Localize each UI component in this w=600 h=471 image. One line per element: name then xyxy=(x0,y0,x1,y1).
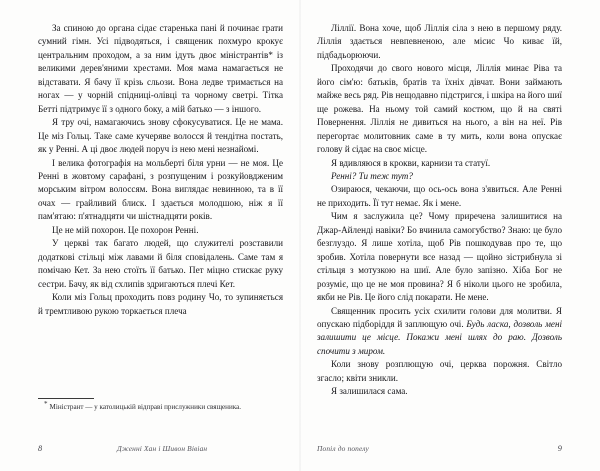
paragraph xyxy=(317,62,562,156)
paragraph-text: Проходячи до свого нового місця, Ліллія минає Ріва та його сім'ю: батьків, братів та їхніх дівчат. Вони займають майже весь ряд. Рів нещодавно підстригся, і шкіра на його шиї ще рожева. На ньому той самий костюм, що й на святі Повернення. Ліллія не дивиться на нього, а він на неї. Рів перегортає молитовник саме в ту мить, коли вона опускає голову й сідає на своє місце. xyxy=(317,63,562,155)
running-head-authors: Дженні Хан і Шивон Вівіан xyxy=(116,444,208,453)
paragraph-text: Чим я заслужила це? Чому приречена залишитися на Джар-Айленді навіки? Бо вчинила самогубство? Знаю: це було безглуздо. Я лише хотіла, щоб Рів пошкодував про те, що зробив. Хотіла повернути все назад — щойно зістрибнула зі стільця з мотузкою на шиї. Але було запізно. Хіба Бог не розуміє, що це не моя провина? Я б ніколи цього не зробила, якби не Рів. Це його слід покарати. Не мене. xyxy=(317,211,562,303)
running-head-title: Попіл до попелу xyxy=(317,444,369,453)
page-number: 8 xyxy=(38,444,43,453)
paragraph-text: Коли знову розплющую очі, церква порожня. Світло згасло; квіти зникли. xyxy=(317,359,562,383)
right-page-footer xyxy=(317,444,562,453)
paragraph xyxy=(317,358,562,385)
paragraph-text: Священник просить усіх схилити голови для молитви. Я опускаю підборіддя й заплющую очі. xyxy=(317,305,562,329)
paragraph-mixed xyxy=(317,305,562,359)
right-page-body xyxy=(317,22,562,399)
paragraph-text: Я вдивляюся в крокви, карнизи та статуї. xyxy=(331,157,491,168)
paragraph-italic-thought xyxy=(317,170,562,183)
paragraph-text: Я тру очі, намагаючись знову сфокусуватися. Це не мама. Це міз Гольц. Таке саме кучеряве волосся й тендітна постать, як у Ренні. А ці двоє людей поруч із нею мені незнайомі. xyxy=(38,117,283,155)
paragraph-text: Ренні? Ти теж тут? xyxy=(331,170,413,181)
left-page-body xyxy=(38,22,283,318)
paragraph xyxy=(38,237,283,291)
right-page xyxy=(300,0,600,471)
paragraph-text: Це не мій похорон. Це похорон Ренні. xyxy=(52,224,199,235)
paragraph xyxy=(317,157,562,170)
paragraph xyxy=(317,385,562,398)
page-number: 9 xyxy=(557,444,562,453)
paragraph-text-italic-prayer: Будь ласка, дозволь мені залишити це місце. Покажи мені шлях до раю. Дозволь спочити з миром. xyxy=(317,318,562,356)
paragraph-text: Ліллії. Вона хоче, щоб Ліллія сіла з нею в першому ряду. Ліллія здається невпевненою, але місис Чо киває їй, підбадьорюючи. xyxy=(317,23,562,60)
paragraph xyxy=(38,224,283,237)
paragraph-text: За спиною до органа сідає старенька пані й починає грати сумний гімн. Усі підводяться, і священик похмуро крокує центральним проходом, а за ним ідуть двоє міністрантів* із великими дерев'яними хрестами. Моя мама намагається не відставати. Я бачу її крізь сльози. Вона ледве тримається на ногах — у чорній спідниці-олівці та чорному светрі. Тітка Бетті підтримує її з одного боку, а мій батько — з іншого. xyxy=(38,23,283,114)
paragraph-text: І велика фотографія на мольберті біля урни — не моя. Це Ренні в жовтому сарафані, з розпущеним і розкуйовдженим морським вітром волоссям. Вона виглядає невинною, та в її очах — грайливий блиск. І здається молодшою, ніж я її пам'ятаю: п'ятнадцяти чи шістнадцяти років. xyxy=(38,157,283,222)
left-page-footer xyxy=(38,444,283,453)
footnote xyxy=(38,399,283,413)
footnote-marker: * xyxy=(44,399,48,408)
paragraph xyxy=(317,210,562,304)
paragraph xyxy=(317,183,562,210)
footnote-separator-rule xyxy=(38,398,94,399)
paragraph-text: Я залишилася сама. xyxy=(331,386,408,397)
footnote-zone xyxy=(38,398,283,413)
paragraph xyxy=(317,22,562,62)
footnote-text: Міністрант — у католицькій відправі прислужники священика. xyxy=(49,403,242,411)
paragraph xyxy=(38,116,283,156)
paragraph-text: У церкві так багато людей, що служителі розставили додаткові стільці між лавами й біля сповідалень. Саме там я помічаю Кет. За нею стоїть її батько. Пет міцно стискає руку сестри. Бачу, як від схлипів здригаються плечі Кет. xyxy=(38,238,283,289)
paragraph xyxy=(38,291,283,318)
paragraph-text: Коли міз Гольц проходить повз родину Чо, то зупиняється й тремтливою рукою торкається плеча xyxy=(38,292,283,316)
paragraph xyxy=(38,157,283,224)
paragraph-text: Озираюся, чекаючи, що ось-ось вона з'явиться. Але Ренні не приходить. Її тут немає. Як і мене. xyxy=(317,184,562,208)
paragraph xyxy=(38,22,283,116)
